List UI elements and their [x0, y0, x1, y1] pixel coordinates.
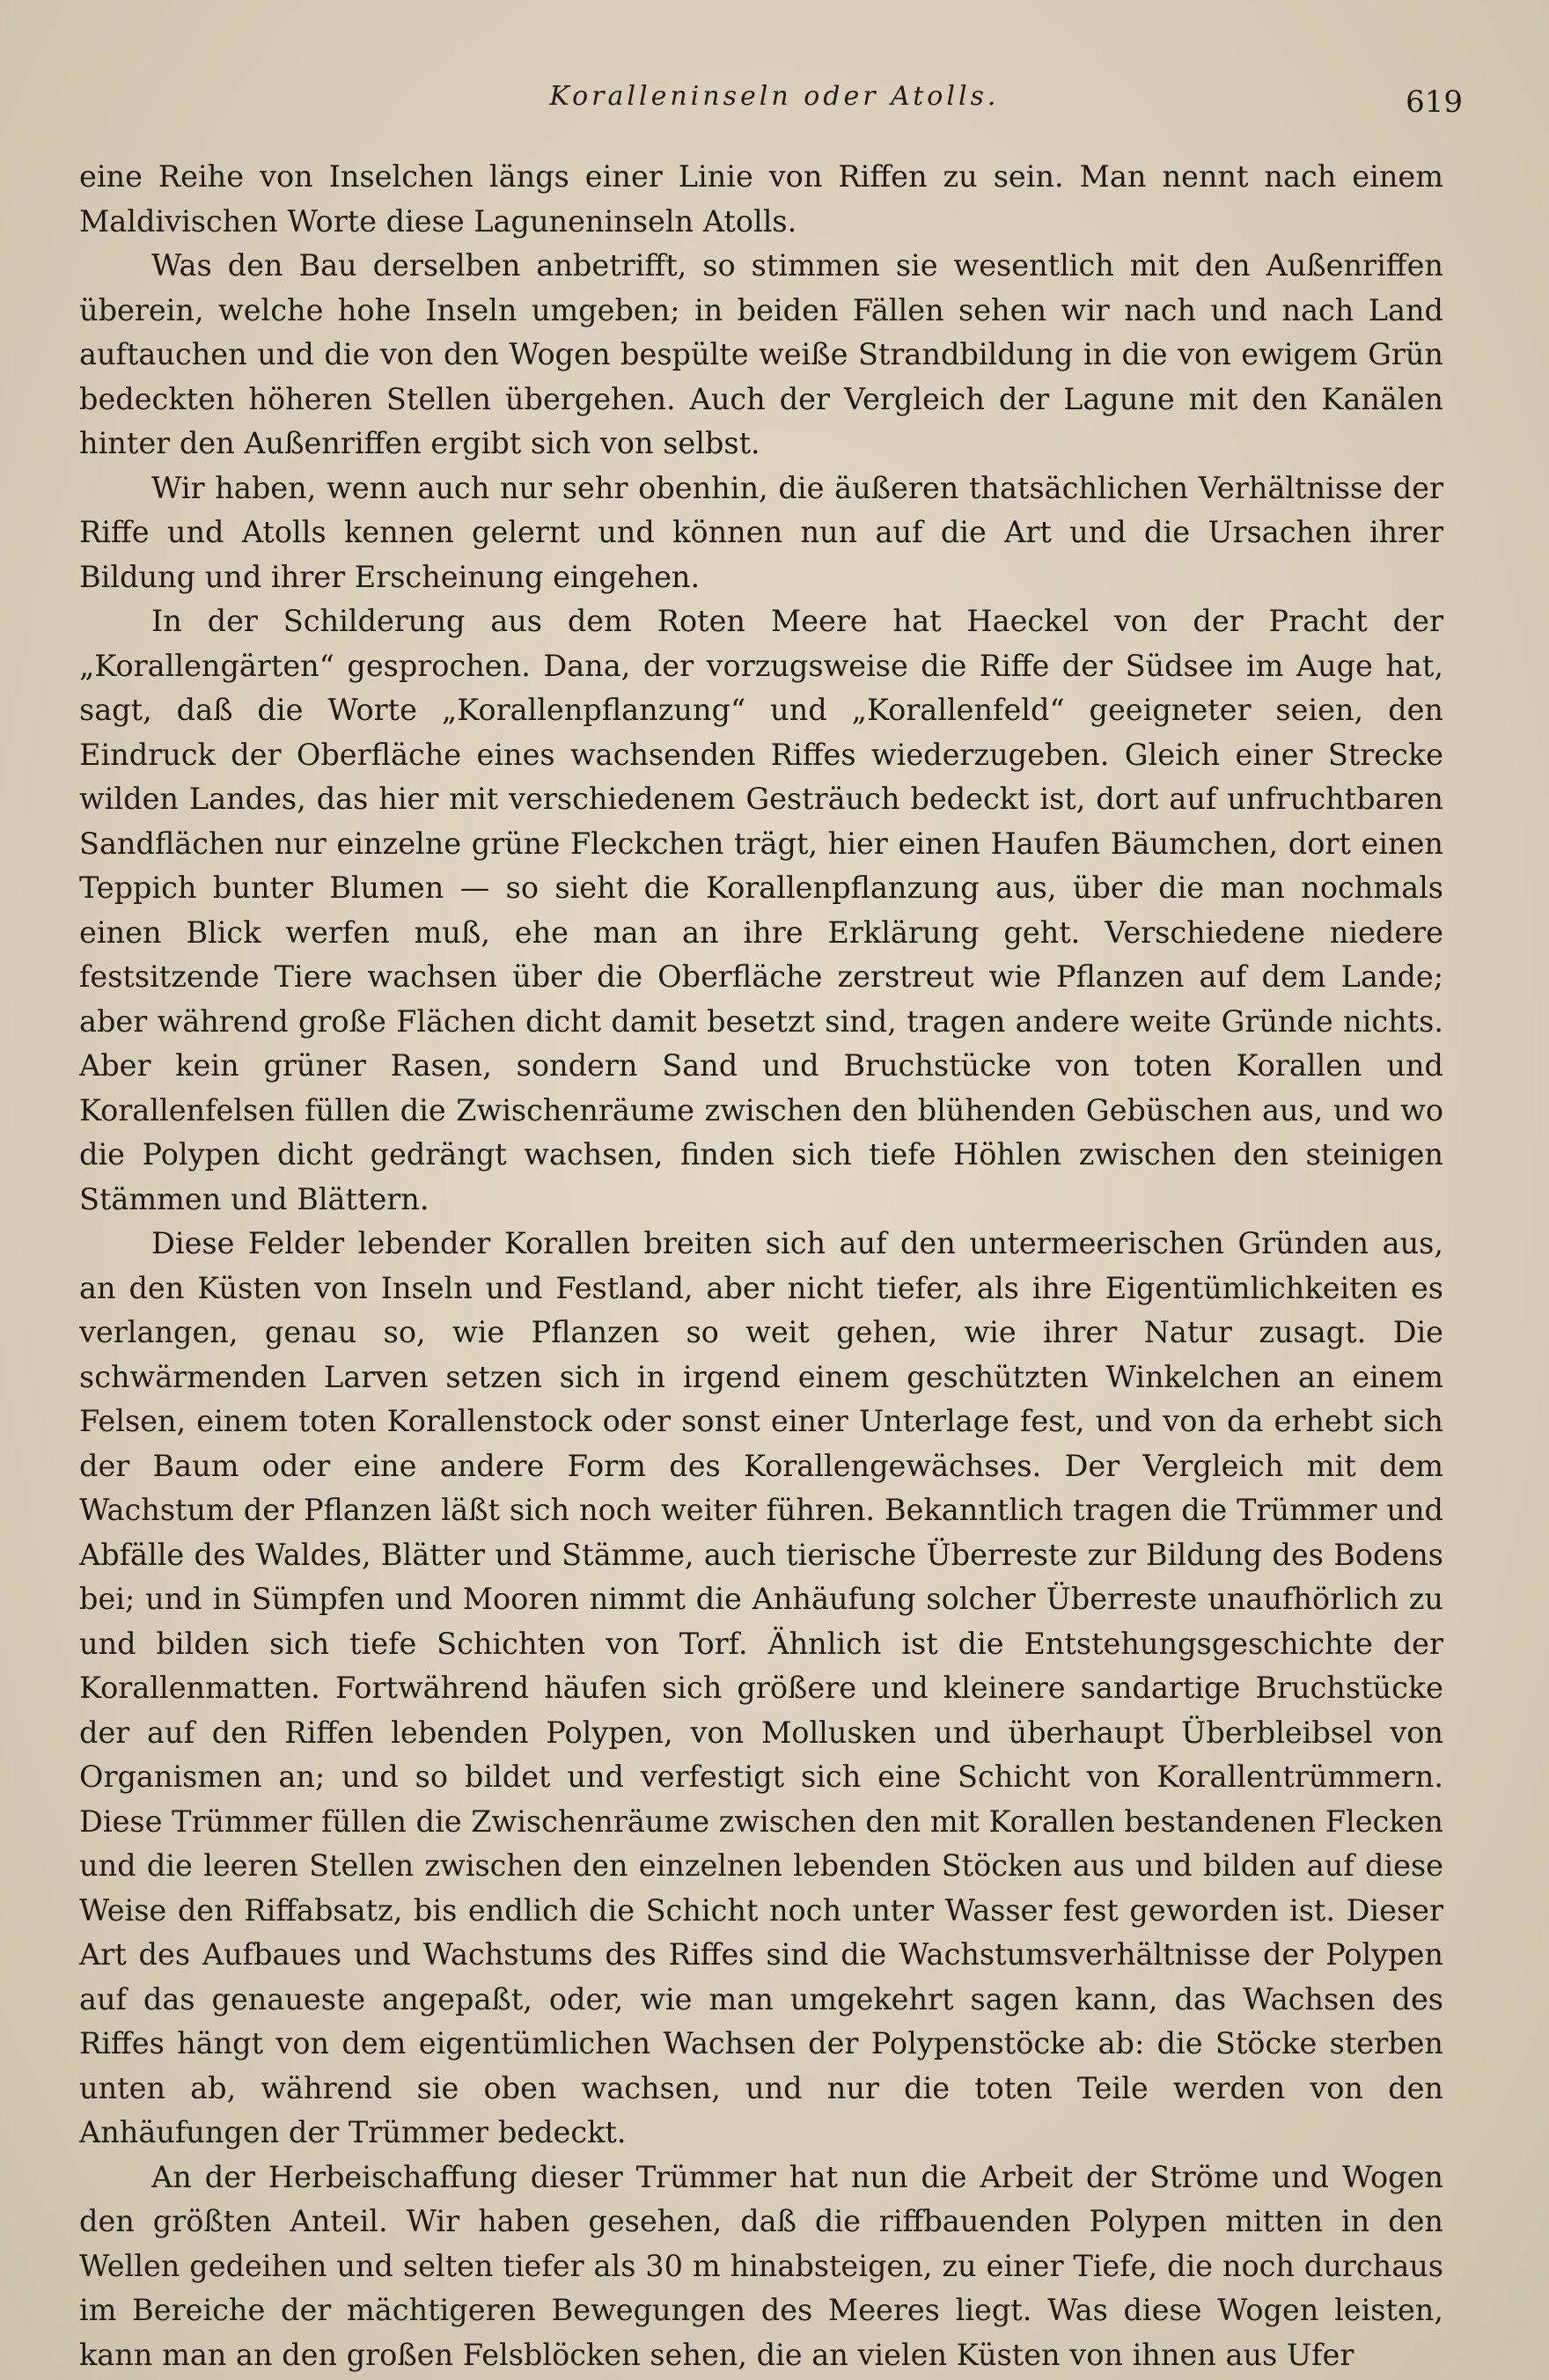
paragraph-3: Wir haben, wenn auch nur sehr obenhin, die äußeren thatsächlichen Verhältnisse der Riffe und Atolls kennen gelernt und können nun auf die Art und die Ursachen ihrer Bildung und ihrer Erscheinung eingehen.	[79, 470, 1443, 594]
paragraph-6: An der Herbeischaffung dieser Trümmer hat nun die Arbeit der Ströme und Wogen den größten Anteil. Wir haben gesehen, daß die riffbauenden Polypen mitten in den Wellen gedeihen und selten tiefer als 30 m hinabsteigen, zu einer Tiefe, die noch durchaus im Bereiche der mächtigeren Bewegungen des Meeres liegt. Was diese Wogen leisten, kann man an den großen Felsblöcken sehen, die an vielen Küsten von ihnen aus Ufer	[79, 2159, 1443, 2372]
paragraph-4: In der Schilderung aus dem Roten Meere hat Haeckel von der Pracht der „Korallengärten“ gesprochen. Dana, der vorzugsweise die Riffe der Südsee im Auge hat, sagt, daß die Worte „Korallenpflanzung“ und „Korallenfeld“ geeigneter seien, den Eindruck der Oberfläche eines wachsenden Riffes wiederzugeben. Gleich einer Strecke wilden Landes, das hier mit verschiedenem Gesträuch bedeckt ist, dort auf unfruchtbaren Sandflächen nur einzelne grüne Fleckchen trägt, hier einen Haufen Bäumchen, dort einen Teppich bunter Blumen — so sieht die Korallenpflanzung aus, über die man nochmals einen Blick werfen muß, ehe man an ihre Erklärung geht. Verschiedene niedere festsitzende Tiere wachsen über die Oberfläche zerstreut wie Pflanzen auf dem Lande; aber während große Flächen dicht damit besetzt sind, tragen andere weite Gründe nichts. Aber kein grüner Rasen, sondern Sand und Bruchstücke von toten Korallen und Korallenfelsen füllen die Zwischenräume zwischen den blühenden Gebüschen aus, und wo die Polypen dicht gedrängt wachsen, finden sich tiefe Höhlen zwischen den steinigen Stämmen und Blättern.	[79, 604, 1443, 1216]
page-header	[79, 81, 1470, 134]
paragraph-5: Diese Felder lebender Korallen breiten sich auf den untermeerischen Gründen aus, an den Küsten von Inseln und Festland, aber nicht tiefer, als ihre Eigentümlichkeiten es verlangen, genau so, wie Pflanzen so weit gehen, wie ihrer Natur zusagt. Die schwärmenden Larven setzen sich in irgend einem geschützten Winkelchen an einem Felsen, einem toten Korallenstock oder sonst einer Unterlage fest, und von da erhebt sich der Baum oder eine andere Form des Korallengewächses. Der Vergleich mit dem Wachstum der Pflanzen läßt sich noch weiter führen. Bekanntlich tragen die Trümmer und Abfälle des Waldes, Blätter und Stämme, auch tierische Überreste zur Bildung des Bodens bei; und in Sümpfen und Mooren nimmt die Anhäufung solcher Überreste unaufhörlich zu und bilden sich tiefe Schichten von Torf. Ähnlich ist die Entstehungsgeschichte der Korallenmatten. Fortwährend häufen sich größere und kleinere sandartige Bruchstücke der auf den Riffen lebenden Polypen, von Mollusken und überhaupt Überbleibsel von Organismen an; und so bildet und verfestigt sich eine Schicht von Korallentrümmern. Diese Trümmer füllen die Zwischenräume zwischen den mit Korallen bestandenen Flecken und die leeren Stellen zwischen den einzelnen lebenden Stöcken aus und bilden auf diese Weise den Riffabsatz, bis endlich die Schicht noch unter Wasser fest geworden ist. Dieser Art des Aufbaues und Wachstums des Riffes sind die Wachstumsverhältnisse der Polypen auf das genaueste angepaßt, oder, wie man umgekehrt sagen kann, das Wachsen des Riffes hängt von dem eigentümlichen Wachsen der Polypenstöcke ab: die Stöcke sterben unten ab, während sie oben wachsen, und nur die toten Teile werden von den Anhäufungen der Trümmer bedeckt.	[79, 1226, 1443, 2149]
page-number: 619	[1406, 84, 1463, 120]
paragraph-2: Was den Bau derselben anbetrifft, so stimmen sie wesentlich mit den Außenriffen überein, welche hohe Inseln umgeben; in beiden Fällen sehen wir nach und nach Land auftauchen und die von den Wogen bespülte weiße Strandbildung in die von ewigem Grün bedeckten höheren Stellen übergehen. Auch der Vergleich der Lagune mit den Kanälen hinter den Außenriffen ergibt sich von selbst.	[79, 248, 1443, 460]
body-text	[79, 155, 1443, 2377]
paragraph-1: eine Reihe von Inselchen längs einer Linie von Riffen zu sein. Man nennt nach einem Maldivischen Worte diese Laguneninseln Atolls.	[79, 159, 1443, 239]
running-title: Koralleninseln oder Atolls.	[549, 81, 1000, 112]
